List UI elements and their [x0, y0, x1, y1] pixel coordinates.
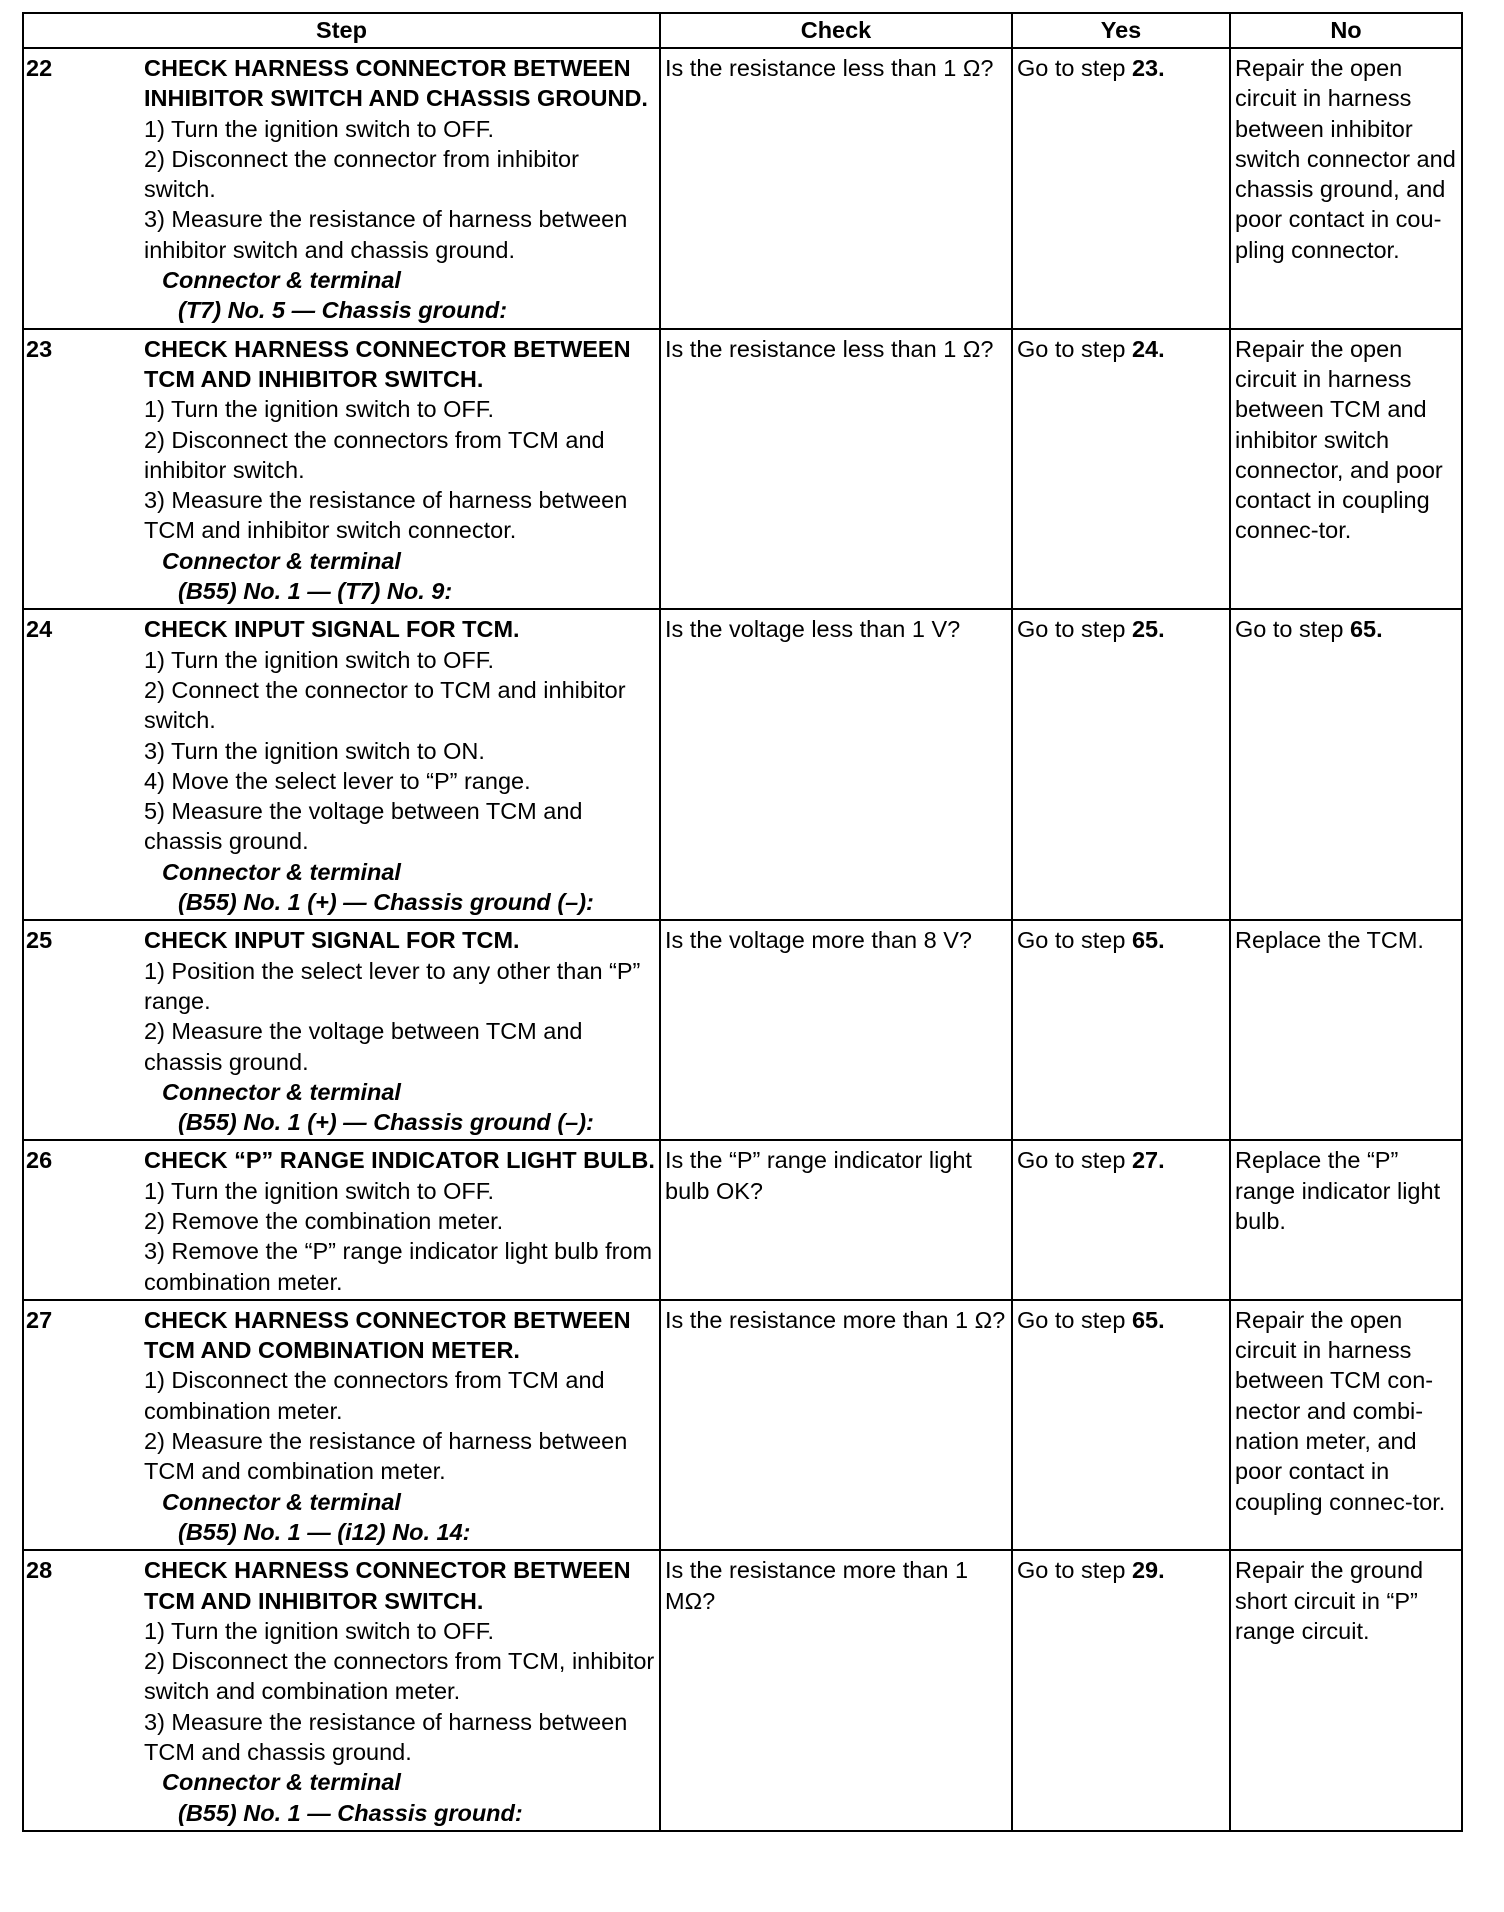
- table-row: [23, 48, 1462, 329]
- no-text: Go to step: [1235, 616, 1350, 643]
- step-body: [144, 53, 655, 326]
- no-text: Repair the open circuit in harness between TCM con-nector and combi-nation meter, and poor contact in coupling connec-tor.: [1235, 1306, 1446, 1515]
- yes-text: Go to step: [1017, 55, 1132, 81]
- no-cell: [1230, 1300, 1462, 1550]
- check-cell: Is the resistance more than 1 MΩ?: [660, 1550, 1012, 1831]
- connector-terminal-value: (B55) No. 1 — (T7) No. 9:: [178, 578, 453, 605]
- no-text: Repair the open circuit in harness between TCM and inhibitor switch connector, and poor contact in coupling connec-tor.: [1235, 335, 1443, 544]
- check-cell: Is the voltage less than 1 V?: [660, 609, 1012, 920]
- procedure-step: 2) Measure the resistance of harness between TCM and combination meter.: [144, 1428, 628, 1485]
- connector-terminal-label: Connector & terminal: [162, 1769, 401, 1796]
- procedure-step: 2) Disconnect the connector from inhibitor switch.: [144, 145, 579, 203]
- check-cell: Is the voltage more than 8 V?: [660, 920, 1012, 1140]
- table-row: [23, 329, 1462, 610]
- connector-terminal-value: (B55) No. 1 — Chassis ground:: [178, 1799, 523, 1826]
- step-cell: [23, 1550, 660, 1831]
- yes-cell: [1012, 48, 1230, 329]
- no-cell: [1230, 48, 1462, 329]
- connector-terminal-label: Connector & terminal: [162, 547, 401, 574]
- header-check: Check: [660, 13, 1012, 48]
- yes-cell: [1012, 329, 1230, 610]
- no-text: Repair the ground short circuit in “P” range circuit.: [1235, 1557, 1424, 1644]
- check-cell: Is the resistance more than 1 Ω?: [660, 1300, 1012, 1550]
- step-number: 25: [26, 927, 53, 954]
- yes-cell: [1012, 1300, 1230, 1550]
- connector-terminal-value: (T7) No. 5 — Chassis ground:: [178, 297, 508, 324]
- step-title: CHECK HARNESS CONNECTOR BETWEEN TCM AND COMBINATION METER.: [144, 1306, 631, 1364]
- check-cell: Is the resistance less than 1 Ω?: [660, 329, 1012, 610]
- procedure-step: 1) Turn the ignition switch to OFF.: [144, 396, 495, 423]
- connector-terminal-label: Connector & terminal: [162, 267, 401, 294]
- procedure-step: 5) Measure the voltage between TCM and chassis ground.: [144, 798, 583, 855]
- diagnostic-procedure-sheet: [22, 12, 1461, 1832]
- step-cell: [23, 609, 660, 920]
- yes-text: Go to step: [1017, 1147, 1132, 1174]
- procedure-step: 1) Turn the ignition switch to OFF.: [144, 115, 495, 142]
- yes-step-ref: 65.: [1131, 1306, 1165, 1333]
- header-step: Step: [23, 13, 660, 48]
- step-cell: [23, 329, 660, 610]
- step-number: 22: [26, 55, 53, 81]
- connector-terminal-label: Connector & terminal: [162, 1488, 401, 1515]
- procedure-step: 3) Remove the “P” range indicator light bulb from combination meter.: [144, 1238, 653, 1295]
- step-title: CHECK INPUT SIGNAL FOR TCM.: [144, 927, 520, 954]
- yes-text: Go to step: [1017, 1306, 1132, 1333]
- step-cell: [23, 1300, 660, 1550]
- no-text: Repair the open circuit in harness between inhibitor switch connector and chassis ground, and poor contact in cou-pling connector.: [1235, 55, 1456, 263]
- yes-step-ref: 29.: [1131, 1557, 1165, 1584]
- procedure-step: 1) Turn the ignition switch to OFF.: [144, 1617, 495, 1644]
- procedure-step: 2) Remove the combination meter.: [144, 1207, 504, 1234]
- step-number: 23: [26, 335, 53, 362]
- yes-cell: [1012, 920, 1230, 1140]
- connector-terminal-label: Connector & terminal: [162, 1078, 401, 1105]
- yes-step-ref: 25.: [1131, 616, 1165, 643]
- procedure-step: 3) Measure the resistance of harness between TCM and chassis ground.: [144, 1708, 628, 1766]
- procedure-step: 1) Position the select lever to any other than “P” range.: [144, 957, 641, 1014]
- header-yes: Yes: [1012, 13, 1230, 48]
- procedure-step: 3) Measure the resistance of harness between TCM and inhibitor switch connector.: [144, 487, 628, 544]
- connector-terminal-label: Connector & terminal: [162, 858, 401, 885]
- step-title: CHECK HARNESS CONNECTOR BETWEEN TCM AND INHIBITOR SWITCH.: [144, 1557, 631, 1614]
- no-text: Replace the “P” range indicator light bulb.: [1235, 1147, 1441, 1234]
- procedure-step: 1) Turn the ignition switch to OFF.: [144, 1177, 495, 1204]
- table-row: [23, 1300, 1462, 1550]
- yes-cell: [1012, 1550, 1230, 1831]
- table-header-row: [23, 13, 1462, 48]
- procedure-step: 3) Turn the ignition switch to ON.: [144, 737, 485, 764]
- yes-step-ref: 24.: [1131, 335, 1165, 362]
- procedure-step: 2) Measure the voltage between TCM and chassis ground.: [144, 1018, 583, 1075]
- table-row: [23, 1550, 1462, 1831]
- yes-step-ref: 65.: [1131, 927, 1165, 954]
- step-body: [144, 334, 655, 607]
- yes-cell: [1012, 1140, 1230, 1299]
- yes-text: Go to step: [1017, 335, 1132, 362]
- procedure-step: 2) Disconnect the connectors from TCM and inhibitor switch.: [144, 426, 605, 483]
- table-body: [23, 48, 1462, 1831]
- no-cell: [1230, 329, 1462, 610]
- no-cell: [1230, 920, 1462, 1140]
- yes-step-ref: 27.: [1131, 1147, 1165, 1174]
- step-number: 26: [26, 1147, 53, 1174]
- step-body: [144, 1555, 655, 1828]
- diagnostic-table: [22, 12, 1463, 1832]
- no-cell: [1230, 1140, 1462, 1299]
- step-title: CHECK INPUT SIGNAL FOR TCM.: [144, 616, 520, 643]
- step-title: CHECK “P” RANGE INDICATOR LIGHT BULB.: [144, 1147, 655, 1174]
- yes-step-ref: 23.: [1131, 55, 1165, 81]
- no-cell: [1230, 1550, 1462, 1831]
- step-body: [144, 1305, 655, 1547]
- procedure-step: 4) Move the select lever to “P” range.: [144, 767, 531, 794]
- no-text: Replace the TCM.: [1235, 927, 1424, 954]
- check-cell: Is the “P” range indicator light bulb OK?: [660, 1140, 1012, 1299]
- step-body: [144, 614, 655, 917]
- step-number: 27: [26, 1306, 53, 1333]
- procedure-step: 2) Disconnect the connectors from TCM, inhibitor switch and combination meter.: [144, 1648, 655, 1705]
- step-body: [144, 1145, 655, 1296]
- procedure-step: 2) Connect the connector to TCM and inhibitor switch.: [144, 676, 626, 734]
- yes-text: Go to step: [1017, 1557, 1132, 1584]
- table-row: [23, 609, 1462, 920]
- table-row: [23, 920, 1462, 1140]
- step-body: [144, 925, 655, 1137]
- step-title: CHECK HARNESS CONNECTOR BETWEEN TCM AND INHIBITOR SWITCH.: [144, 335, 631, 392]
- procedure-step: 1) Disconnect the connectors from TCM and combination meter.: [144, 1367, 605, 1424]
- yes-text: Go to step: [1017, 616, 1132, 643]
- header-no: No: [1230, 13, 1462, 48]
- step-number: 24: [26, 616, 53, 643]
- table-row: [23, 1140, 1462, 1299]
- yes-cell: [1012, 609, 1230, 920]
- check-cell: Is the resistance less than 1 Ω?: [660, 48, 1012, 329]
- procedure-step: 1) Turn the ignition switch to OFF.: [144, 646, 495, 673]
- connector-terminal-value: (B55) No. 1 (+) — Chassis ground (–):: [178, 889, 594, 916]
- step-number: 28: [26, 1557, 53, 1584]
- step-cell: [23, 920, 660, 1140]
- step-title: CHECK HARNESS CONNECTOR BETWEEN INHIBITOR SWITCH AND CHASSIS GROUND.: [144, 55, 648, 112]
- step-cell: [23, 48, 660, 329]
- no-step-ref: 65.: [1349, 616, 1383, 643]
- procedure-step: 3) Measure the resistance of harness between inhibitor switch and chassis ground.: [144, 206, 628, 263]
- no-cell: [1230, 609, 1462, 920]
- yes-text: Go to step: [1017, 927, 1132, 954]
- step-cell: [23, 1140, 660, 1299]
- connector-terminal-value: (B55) No. 1 — (i12) No. 14:: [178, 1518, 471, 1545]
- connector-terminal-value: (B55) No. 1 (+) — Chassis ground (–):: [178, 1109, 594, 1136]
